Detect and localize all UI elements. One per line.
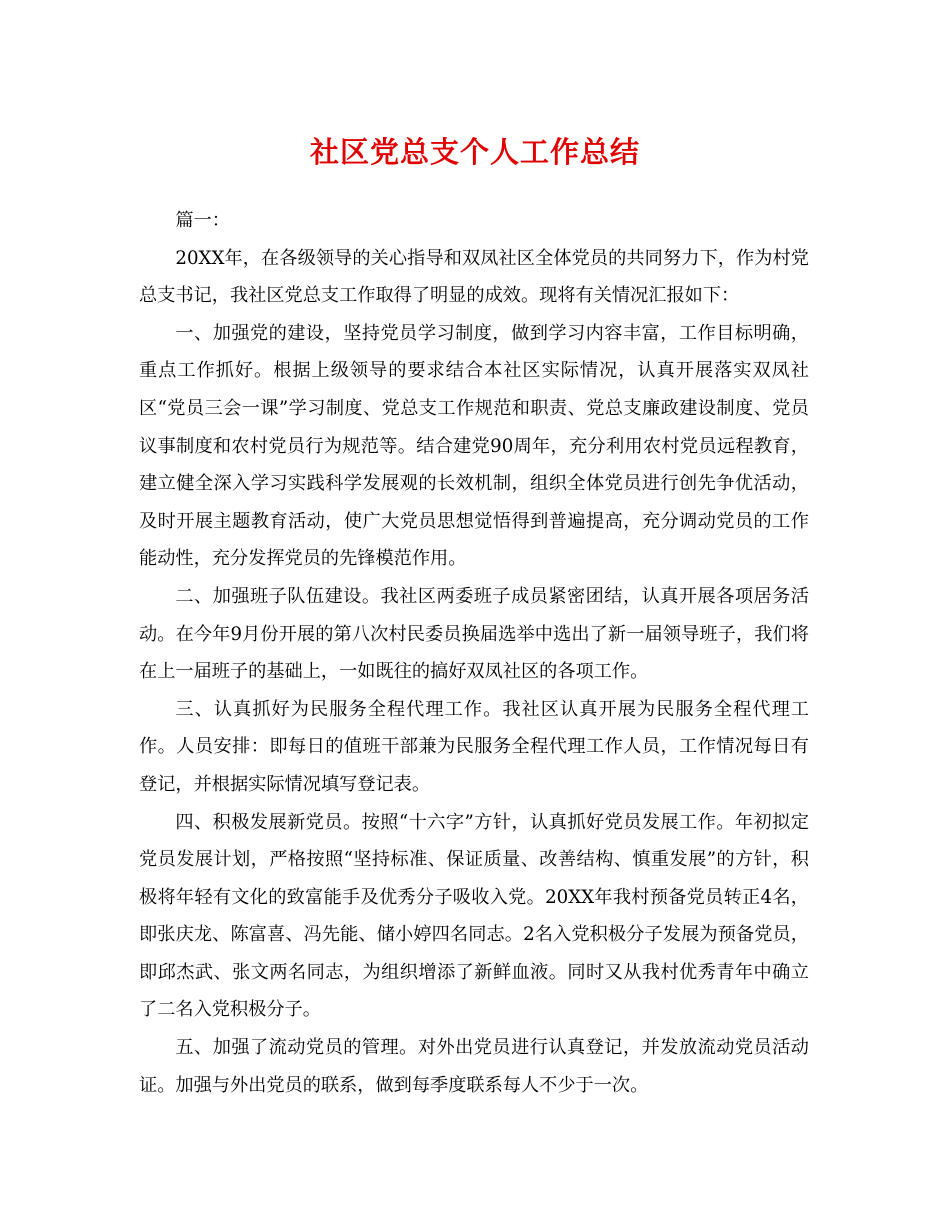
paragraph-party-building: 一、加强党的建设，坚持党员学习制度，做到学习内容丰富，工作目标明确，重点工作抓好。根据上级领导的要求结合本社区实际情况，认真开展落实双凤社区“党员三会一课”学习制度、党总支工作规范和职责、党总支廉政建设制度、党员议事制度和农村党员行为规范等。结合建党90周年，充分利用农村党员远程教育，建立健全深入学习实践科学发展观的长效机制，组织全体党员进行创先争优活动，及时开展主题教育活动，使广大党员思想觉悟得到普遍提高，充分调动党员的工作能动性，充分发挥党员的先锋模范作用。 [139,322,809,570]
paragraph-team-building: 二、加强班子队伍建设。我社区两委班子成员紧密团结，认真开展各项居务活动。在今年9月份开展的第八次村民委员换届选举中选出了新一届领导班子，我们将在上一届班子的基础上，一如既往的搞好双凤社区的各项工作。 [139,585,809,683]
paragraph-service-agency: 三、认真抓好为民服务全程代理工作。我社区认真开展为民服务全程代理工作。人员安排：即每日的值班干部兼为民服务全程代理工作人员，工作情况每日有登记，并根据实际情况填写登记表。 [139,698,809,795]
section-heading: 篇一： [175,210,230,231]
document-body [139,202,809,1104]
document-title: 社区党总支个人工作总结 [309,135,640,169]
intro-paragraph: 20XX年，在各级领导的关心指导和双凤社区全体党员的共同努力下，作为村党总支书记，我社区党总支工作取得了明显的成效。现将有关情况汇报如下： [139,247,809,307]
paragraph-mobile-members: 五、加强了流动党员的管理。对外出党员进行认真登记，并发放流动党员活动证。加强与外出党员的联系，做到每季度联系每人不少于一次。 [139,1037,809,1096]
paragraph-new-members: 四、积极发展新党员。按照“十六字”方针，认真抓好党员发展工作。年初拟定党员发展计划，严格按照“坚持标准、保证质量、改善结构、慎重发展”的方针，积极将年轻有文化的致富能手及优秀分子吸收入党。20XX年我村预备党员转正4名，即张庆龙、陈富喜、冯先能、储小婷四名同志。2名入党积极分子发展为预备党员，即邱杰武、张文两名同志，为组织增添了新鲜血液。同时又从我村优秀青年中确立了二名入党积极分子。 [139,811,809,1021]
